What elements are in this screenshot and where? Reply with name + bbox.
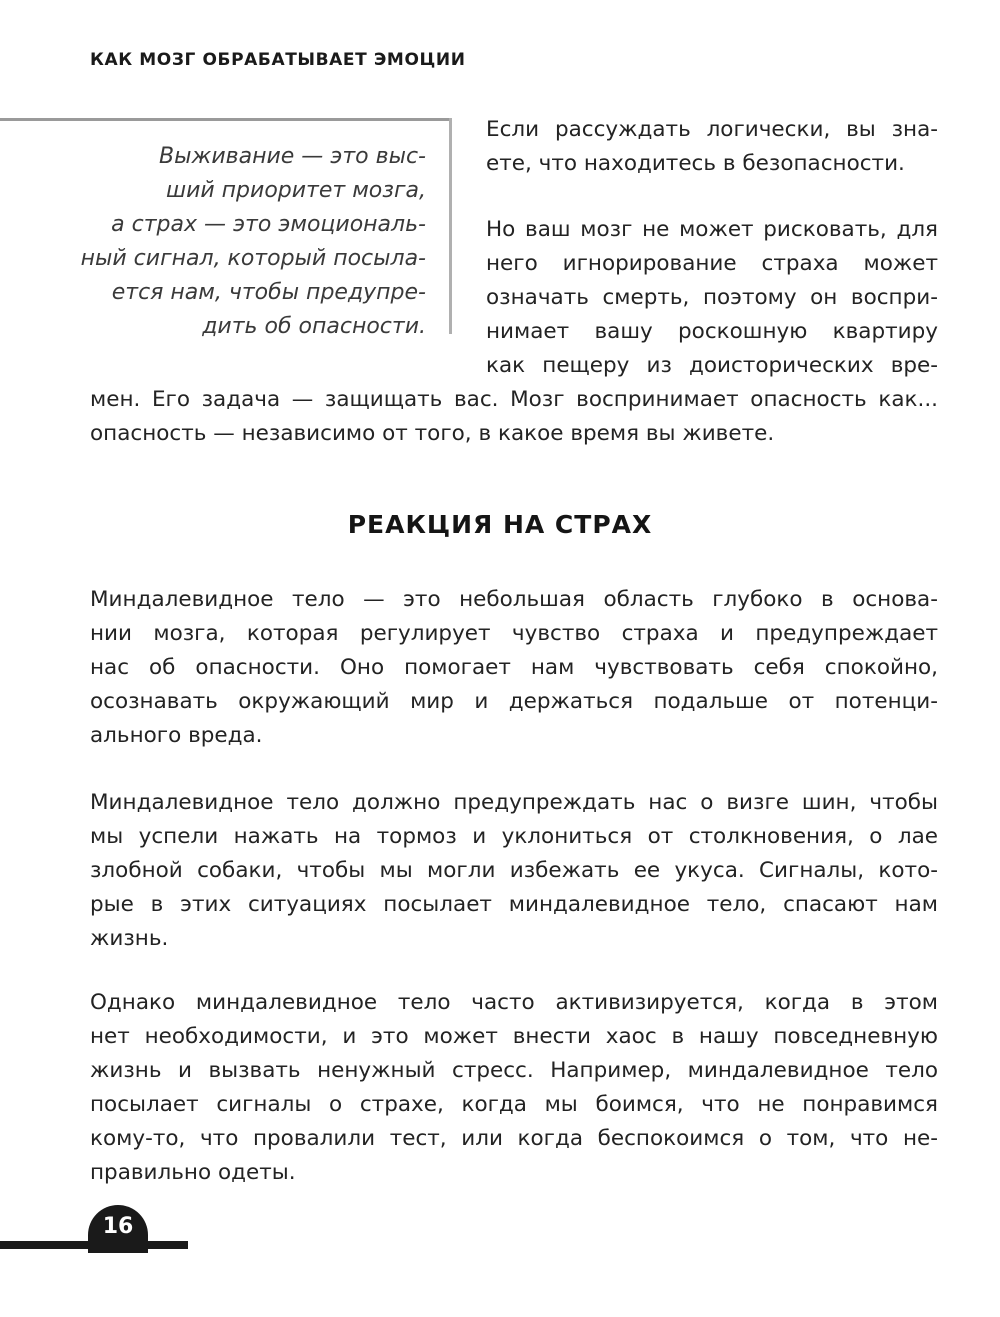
pull-quote-top-rule	[0, 118, 452, 121]
paragraph-3-line: нас об опасности. Оно помогает нам чувствовать себя спокойно,	[90, 655, 938, 680]
pull-quote	[46, 140, 426, 344]
paragraph-2-line: означать смерть, поэтому он воспри-	[486, 285, 938, 310]
paragraph-4-line: Миндалевидное тело должно предупреждать нас о визге шин, чтобы	[90, 790, 938, 815]
paragraph-5-line: правильно одеты.	[90, 1160, 296, 1185]
paragraph-4-line: жизнь.	[90, 926, 169, 951]
paragraph-5-line: Однако миндалевидное тело часто активизируется, когда в этом	[90, 990, 938, 1015]
page-number: 16	[88, 1205, 148, 1253]
paragraph-5-line: жизнь и вызвать ненужный стресс. Например, миндалевидное тело	[90, 1058, 938, 1083]
paragraph-4-line: злобной собаки, чтобы мы могли избежать ее укуса. Сигналы, кото-	[90, 858, 938, 883]
paragraph-5-line: посылает сигналы о страхе, когда мы боимся, что не понравимся	[90, 1092, 938, 1117]
paragraph-2-line: как пещеру из доисторических вре-	[486, 353, 938, 378]
pull-quote-line: а страх — это эмоциональ-	[111, 212, 426, 237]
paragraph-4-line: рые в этих ситуациях посылает миндалевидное тело, спасают нам	[90, 892, 938, 917]
paragraph-5-line: нет необходимости, и это может внести хаос в нашу повседневную	[90, 1024, 938, 1049]
paragraph-1-line: ете, что находитесь в безопасности.	[486, 151, 905, 176]
running-head: КАК МОЗГ ОБРАБАТЫВАЕТ ЭМОЦИИ	[90, 50, 466, 70]
pull-quote-frame	[0, 118, 452, 339]
section-heading: РЕАКЦИЯ НА СТРАХ	[347, 510, 653, 539]
pull-quote-line: ший приоритет мозга,	[165, 178, 426, 203]
paragraph-2-line: Но ваш мозг не может рисковать, для	[486, 217, 938, 242]
paragraph-4-line: мы успели нажать на тормоз и уклониться от столкновения, о лае	[90, 824, 938, 849]
paragraph-5-line: кому-то, что провалили тест, или когда беспокоимся о том, что не-	[90, 1126, 938, 1151]
paragraph-3-line: Миндалевидное тело — это небольшая область глубоко в основа-	[90, 587, 938, 612]
paragraph-2-line: мен. Его задача — защищать вас. Мозг воспринимает опасность как...	[90, 387, 938, 412]
paragraph-1-line: Если рассуждать логически, вы зна-	[486, 117, 938, 142]
paragraph-3-line: осознавать окружающий мир и держаться подальше от потенци-	[90, 689, 938, 714]
pull-quote-line: ный сигнал, который посыла-	[80, 246, 426, 271]
pull-quote-line: Выживание — это выс-	[159, 144, 426, 169]
paragraph-3-line: нии мозга, которая регулирует чувство страха и предупреждает	[90, 621, 938, 646]
pull-quote-side-rule	[449, 118, 452, 334]
paragraph-3-line: ального вреда.	[90, 723, 263, 748]
paragraph-2-line: опасность — независимо от того, в какое время вы живете.	[90, 421, 775, 446]
paragraph-2-line: него игнорирование страха может	[486, 251, 938, 276]
pull-quote-line: дить об опасности.	[202, 314, 426, 339]
paragraph-2-line: нимает вашу роскошную квартиру	[486, 319, 938, 344]
pull-quote-line: ется нам, чтобы предупре-	[111, 280, 426, 305]
